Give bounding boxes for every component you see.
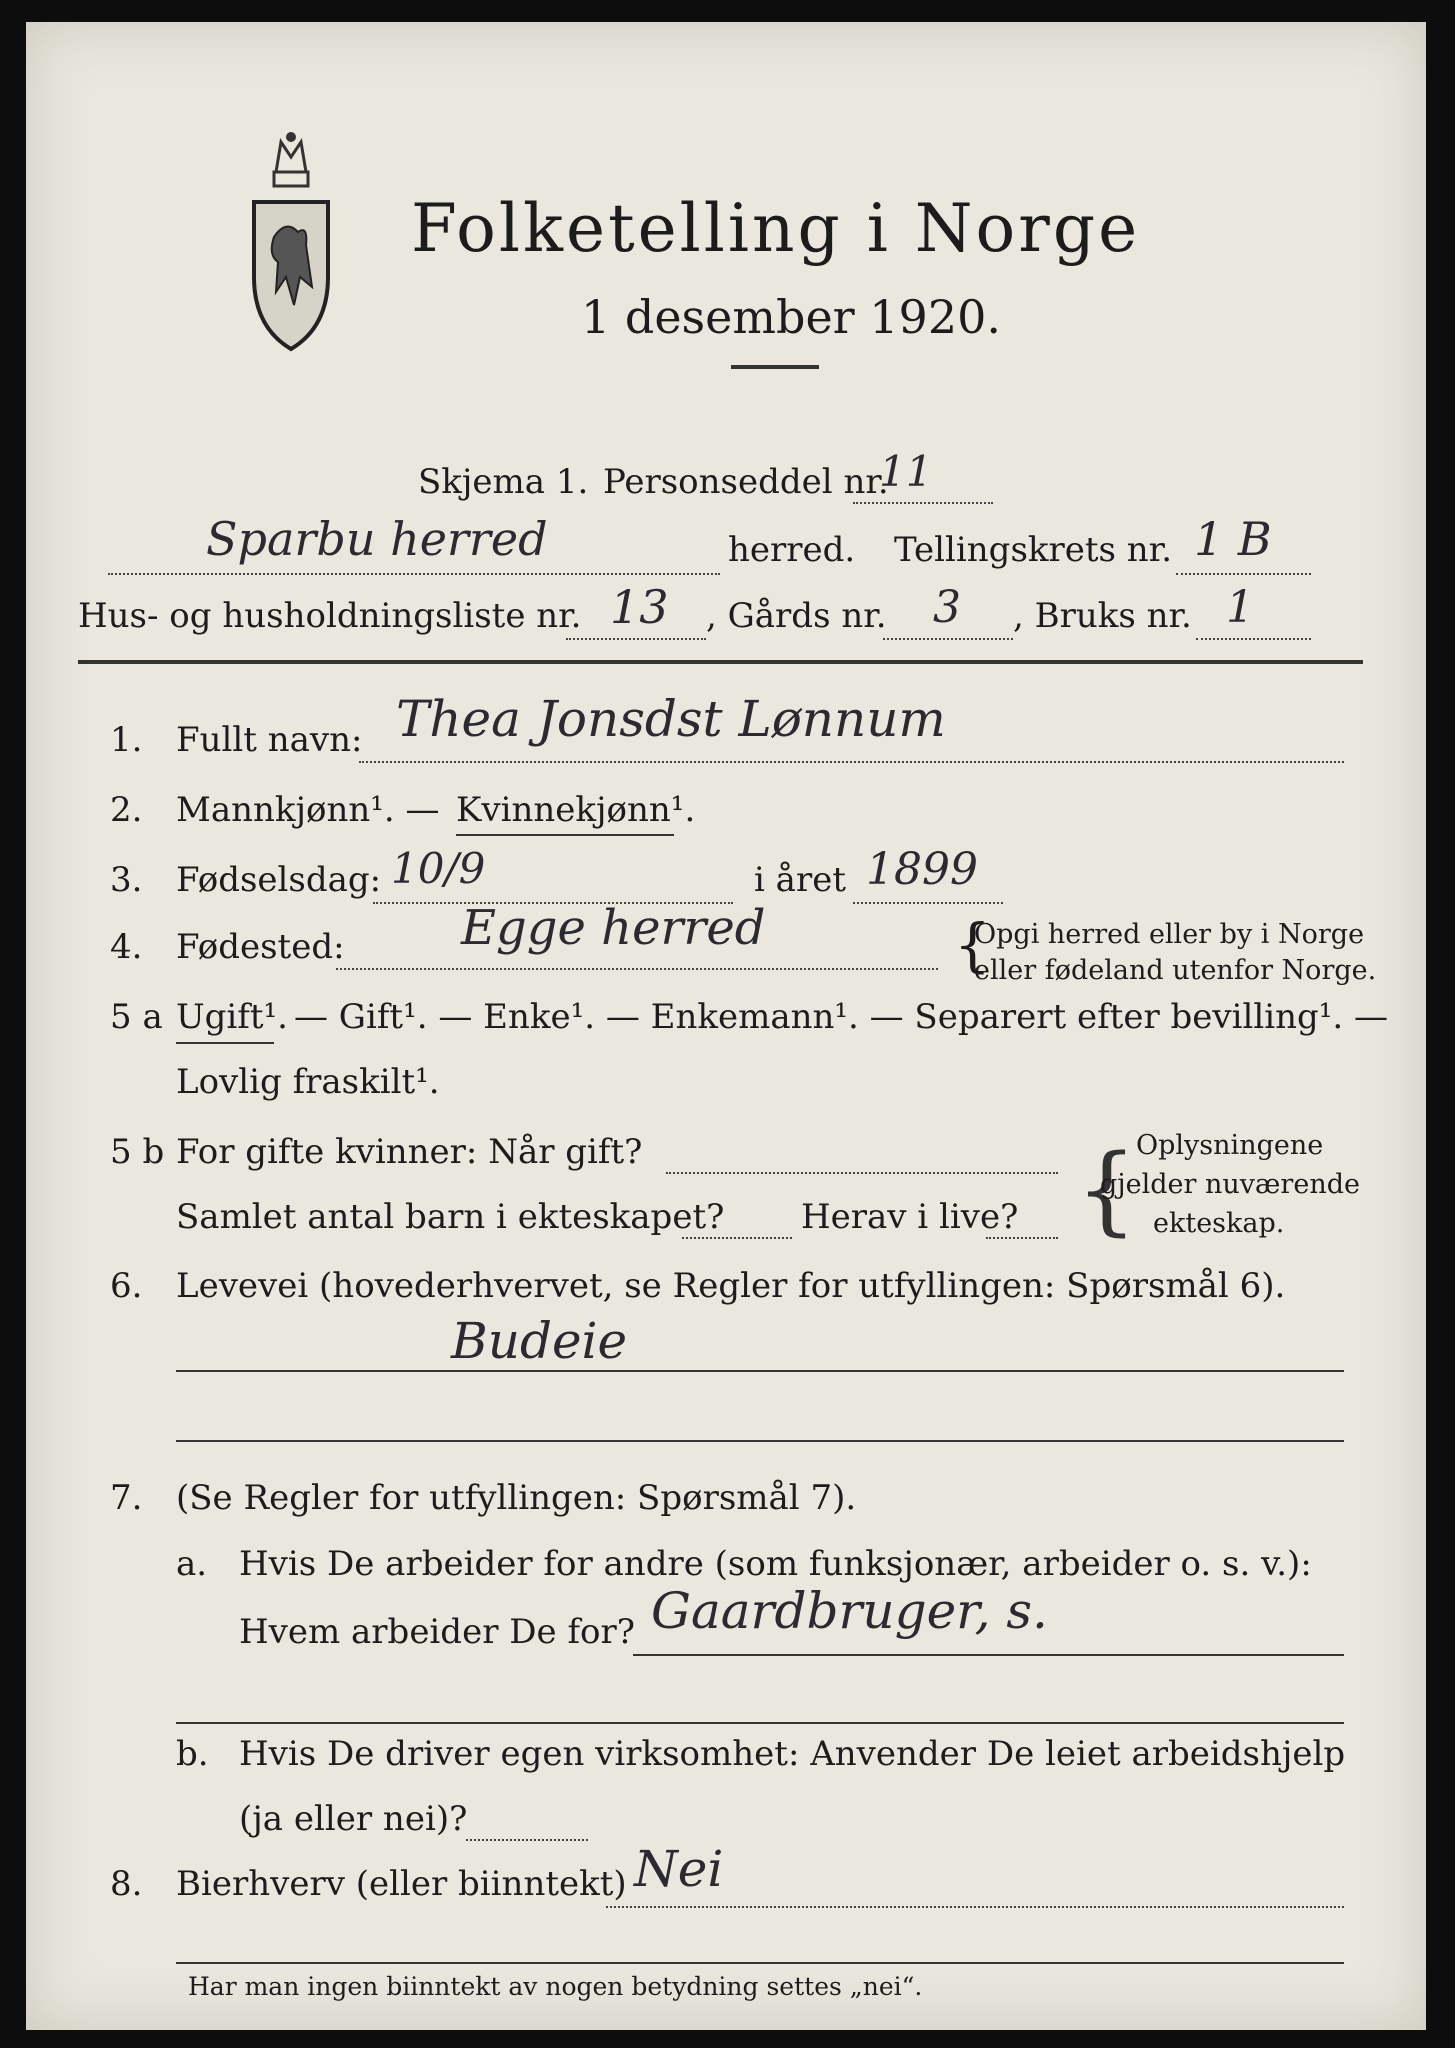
q6-line-1: [176, 1370, 1344, 1372]
q5b-label: For gifte kvinner: Når gift?: [176, 1132, 643, 1172]
q5b-alive-field: [986, 1237, 1058, 1239]
q7b-text: Hvis De driver egen virksomhet: Anvender De leiet arbeidshjelp: [239, 1734, 1346, 1774]
q1-number: 1.: [110, 720, 143, 760]
q2-underline: [456, 834, 674, 836]
census-date: 1 desember 1920.: [581, 290, 1001, 344]
tellingskrets-field: [1176, 573, 1311, 575]
hus-field: [566, 638, 706, 640]
q4-note-2: eller fødeland utenfor Norge.: [974, 955, 1377, 986]
tellingskrets-value: 1 B: [1194, 512, 1272, 566]
q7a-letter: a.: [176, 1544, 208, 1584]
q5b-note-2: gjelder nuværende: [1100, 1169, 1360, 1200]
q3-year-value: 1899: [866, 844, 978, 895]
herred-field: [108, 573, 720, 575]
q3-label: Fødselsdag:: [176, 860, 382, 900]
q7-number: 7.: [110, 1478, 143, 1518]
bruks-value: 1: [1226, 582, 1254, 633]
q7-label: (Se Regler for utfyllingen: Spørsmål 7).: [176, 1478, 857, 1518]
hus-label: Hus- og husholdningsliste nr.: [78, 596, 582, 636]
bruks-field: [1196, 638, 1311, 640]
q8-number: 8.: [110, 1864, 143, 1904]
q1-label: Fullt navn:: [176, 720, 363, 760]
q2-male: Mannkjønn¹. —: [176, 790, 440, 830]
q6-value: Budeie: [451, 1312, 628, 1370]
q5b-brace: {: [1076, 1134, 1138, 1246]
herred-label: herred.: [728, 530, 856, 570]
personseddel-field: [853, 502, 993, 504]
q4-label: Fødested:: [176, 927, 345, 967]
q6-label: Levevei (hovederhvervet, se Regler for utfyllingen: Spørsmål 6).: [176, 1266, 1286, 1306]
q2-number: 2.: [110, 790, 143, 830]
q1-field: [359, 761, 1344, 763]
q4-value: Egge herred: [461, 900, 766, 956]
gards-label: , Gårds nr.: [706, 596, 887, 636]
q7b-question: (ja eller nei)?: [239, 1799, 468, 1839]
q7a-value: Gaardbruger, s.: [651, 1582, 1048, 1640]
q8-field: [606, 1906, 1344, 1908]
q6-number: 6.: [110, 1266, 143, 1306]
tellingskrets-label: Tellingskrets nr.: [894, 530, 1173, 570]
q2-female: Kvinnekjønn¹.: [456, 790, 696, 830]
title-divider: [731, 365, 819, 369]
q3-year-field: [853, 902, 1003, 904]
q6-line-2: [176, 1440, 1344, 1442]
q7a-text: Hvis De arbeider for andre (som funksjonær, arbeider o. s. v.):: [239, 1544, 1312, 1584]
header-rule: [78, 660, 1363, 664]
herred-value: Sparbu herred: [206, 512, 548, 566]
q5b-note-1: Oplysningene: [1136, 1130, 1324, 1161]
q1-value: Thea Jonsdst Lønnum: [396, 690, 946, 748]
coat-of-arms-icon: [246, 127, 336, 357]
personseddel-label: Personseddel nr.: [603, 462, 889, 502]
form-title: Folketelling i Norge: [411, 190, 1141, 267]
q8-line-2: [176, 1962, 1344, 1964]
q5b-note-3: ekteskap.: [1153, 1208, 1285, 1239]
q4-field: [336, 968, 938, 970]
hus-value: 13: [610, 580, 669, 634]
q3-year-label: i året: [754, 860, 846, 900]
q7a-question: Hvem arbeider De for?: [239, 1612, 635, 1652]
skjema-label: Skjema 1.: [418, 462, 589, 502]
footer-note: Har man ingen biinntekt av nogen betydning settes „nei“.: [188, 1972, 923, 2001]
q5b-married-field: [666, 1172, 1058, 1174]
q5b-children-label: Samlet antal barn i ekteskapet?: [176, 1197, 725, 1237]
q4-note-1: Opgi herred eller by i Norge: [974, 919, 1365, 950]
q7a-field: [633, 1654, 1344, 1656]
q5a-line2: Lovlig fraskilt¹.: [176, 1062, 440, 1102]
q3-value: 10/9: [391, 844, 486, 893]
q8-label: Bierhverv (eller biinntekt): [176, 1864, 627, 1904]
q5b-children-field: [682, 1237, 792, 1239]
bruks-label: , Bruks nr.: [1013, 596, 1192, 636]
q5b-number: 5 b: [110, 1132, 165, 1172]
q7b-field: [466, 1839, 588, 1841]
q5a-number: 5 a: [110, 997, 163, 1037]
census-form: [26, 22, 1426, 2030]
q7a-line-2: [176, 1722, 1344, 1724]
q5a-ugift: Ugift¹.: [176, 997, 288, 1037]
q7b-letter: b.: [176, 1734, 209, 1774]
gards-field: [883, 638, 1013, 640]
q4-brace: {: [954, 911, 991, 979]
q5a-options: — Gift¹. — Enke¹. — Enkemann¹. — Separert efter bevilling¹. —: [294, 997, 1389, 1037]
gards-value: 3: [933, 582, 961, 633]
q5a-underline: [176, 1042, 274, 1044]
personseddel-value: 11: [879, 447, 933, 496]
q3-number: 3.: [110, 860, 143, 900]
q4-number: 4.: [110, 927, 143, 967]
q8-value: Nei: [634, 1840, 724, 1898]
q5b-alive-label: Herav i live?: [801, 1197, 1019, 1237]
